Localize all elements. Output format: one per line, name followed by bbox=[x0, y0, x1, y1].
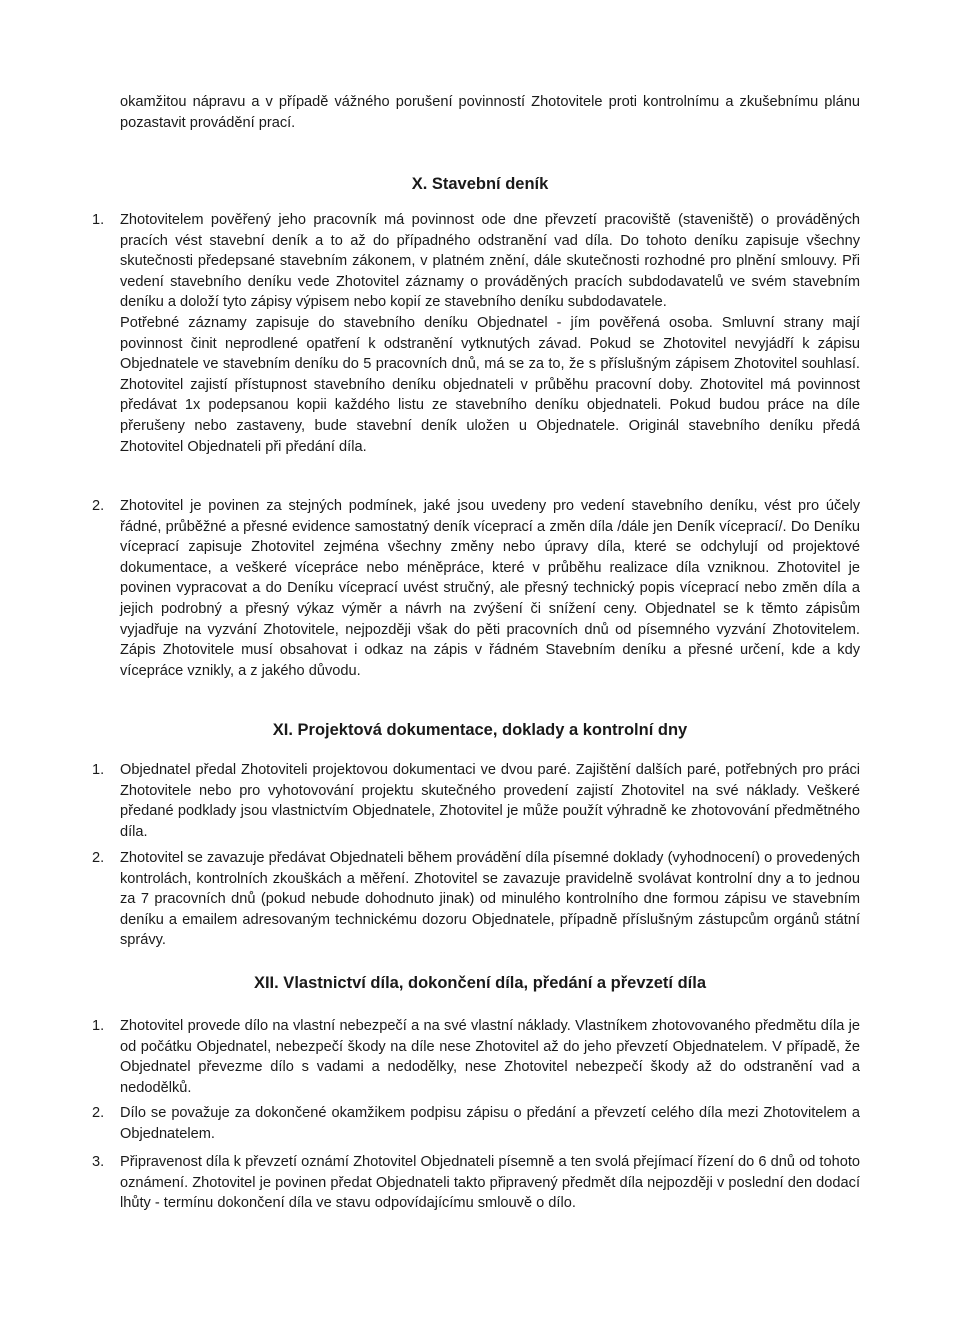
item-number: 1. bbox=[92, 212, 105, 228]
section-xi-item-2 bbox=[92, 848, 860, 951]
item-number: 2. bbox=[92, 1105, 105, 1121]
paragraph: Dílo se považuje za dokončené okamžikem podpisu zápisu o předání a převzetí celého díla mezi Zhotovitelem a Objednatelem. bbox=[120, 1105, 860, 1142]
section-x-item-2 bbox=[92, 496, 860, 681]
section-xii-item-3 bbox=[92, 1152, 860, 1214]
paragraph: Zhotovitel je povinen za stejných podmínek, jaké jsou uvedeny pro vedení stavebního deníku, vést pro účely řádné, průběžné a přesné evidence samostatný deník víceprací a změn díla /dále jen Deník víceprací/. Do Deníku víceprací zapisuje Zhotovitel zejména všechny změny nebo úpravy díla, které se odchylují od projektové dokumentace, a veškeré vícepráce nebo méněpráce, které v průběhu realizace díla vzniknou. Zhotovitel je povinen vypracovat a do Deníku víceprací uvést stručný, ale přesný technický popis víceprací nebo změn díla a jejich podrobný a přesný výkaz výměr a návrh na zvýšení či snížení ceny. Objednatel se k těmto zápisům vyjadřuje na vyzvání Zhotovitele, nejpozději však do pěti pracovních dnů od písemného vyzvání Zhotovitelem. Zápis Zhotovitele musí obsahovat i odkaz na zápis v řádném Stavebním deníku a přesné určení, kde a kdy vícepráce vznikly, a z jakého důvodu. bbox=[120, 498, 860, 679]
section-xii-item-2 bbox=[92, 1103, 860, 1144]
section-xi-heading: XI. Projektová dokumentace, doklady a kontrolní dny bbox=[272, 721, 688, 739]
paragraph: Objednatel předal Zhotoviteli projektovou dokumentaci ve dvou paré. Zajištění dalších paré, potřebných pro práci Zhotovitele nebo pro vyhotovování projektu skutečného provedení zajistí Zhotovitel na své náklady. Veškeré předané podklady jsou vlastnictvím Objednatele, Zhotovitel je může použít výhradně ke zhotovování předmětného díla. bbox=[120, 762, 860, 840]
item-number: 3. bbox=[92, 1154, 105, 1170]
section-xi-item-1 bbox=[92, 760, 860, 842]
paragraph: Potřebné záznamy zapisuje do stavebního deníku Objednatel - jím pověřená osoba. Smluvní strany mají povinnost činit neprodlené opatření k odstranění vytknutých závad. Pokud se Zhotovitel nevyjádří k zápisu Objednatele ve stavebním deníku do 5 pracovních dnů, má se za to, že s příslušným zápisem Zhotovitel souhlasí. Zhotovitel zajistí přístupnost stavebního deníku objednateli v průběhu pracovní doby. Zhotovitel má povinnost předávat 1x podepsanou kopii každého listu ze stavebního deníku objednateli. Pokud budou práce na díle přerušeny nebo zastaveny, bude stavební deník uložen u Objednatele. Originál stavebního deníku předá Zhotovitel Objednateli při předání díla. bbox=[120, 314, 860, 455]
paragraph: Zhotovitel se zavazuje předávat Objednateli během provádění díla písemné doklady (vyhodnocení) o provedených kontrolách, kontrolních zkouškách a měření. Zhotovitel se zavazuje pravidelně svolávat kontrolní dny a to jednou za 7 pracovních dnů (pokud nebude dohodnuto jinak) od minulého kontrolního dne formou zápisu ve stavebním deníku a emailem adresovaným technickému dozoru Objednatele, případně příslušným zástupcům orgánů státní správy. bbox=[120, 850, 860, 949]
item-number: 1. bbox=[92, 1018, 105, 1034]
item-number: 2. bbox=[92, 850, 105, 866]
section-xii-item-1 bbox=[92, 1016, 860, 1098]
section-x-heading: X. Stavební deník bbox=[411, 175, 549, 193]
item-number: 2. bbox=[92, 498, 105, 514]
paragraph: Zhotovitelem pověřený jeho pracovník má povinnost ode dne převzetí pracoviště (staveniště) o prováděných pracích vést stavební deník a to až do případného odstranění vad díla. Do tohoto deníku zapisuje všechny skutečnosti předepsané stavebním zákonem, v platném znění, dále skutečnosti rozhodné pro plnění smlouvy. Při vedení stavebního deníku vede Zhotovitel záznamy o prováděných pracích subdodavatelů ve svém stavebním deníku a doloží tyto zápisy výpisem nebo kopií ze stavebního deníku subdodavatele. bbox=[120, 212, 860, 311]
section-xii-heading: XII. Vlastnictví díla, dokončení díla, předání a převzetí díla bbox=[253, 974, 707, 992]
intro-paragraph: okamžitou nápravu a v případě vážného porušení povinností Zhotovitele proti kontrolnímu a zkušebnímu plánu pozastavit provádění prací. bbox=[120, 94, 860, 131]
paragraph: Připravenost díla k převzetí oznámí Zhotovitel Objednateli písemně a ten svolá přejímací řízení do 6 dnů od tohoto oznámení. Zhotovitel je povinen předat Objednateli takto připravený předmět díla nejpozději v poslední den dodací lhůty - termínu dokončení díla ve stavu odpovídajícímu smlouvě o dílo. bbox=[120, 1154, 860, 1212]
section-x-item-1 bbox=[92, 210, 860, 457]
item-number: 1. bbox=[92, 762, 105, 778]
paragraph: Zhotovitel provede dílo na vlastní nebezpečí a na své vlastní náklady. Vlastníkem zhotovovaného předmětu díla je od počátku Objednatel, nebezpečí škody na díle nese Zhotovitel až do jeho převzetí Objednatelem. V případě, že Objednatel převezme dílo s vadami a nedodělky, nese Zhotovitel nebezpečí škody až do odstranění vad a nedodělků. bbox=[120, 1018, 860, 1096]
